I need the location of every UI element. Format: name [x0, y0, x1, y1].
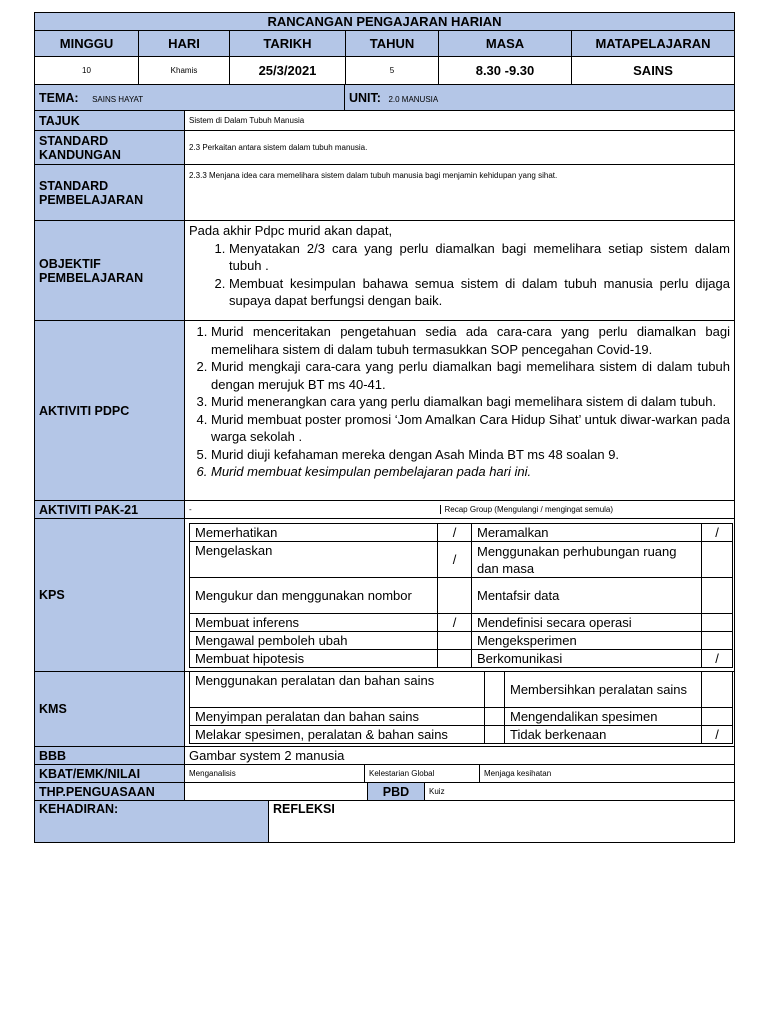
value-hari: Khamis — [139, 57, 230, 85]
kps-checkbox[interactable]: / — [438, 524, 472, 542]
pak21-content — [185, 501, 735, 519]
standard-pembelajaran-label-1: STANDARD — [39, 178, 109, 193]
pak21-label: AKTIVITI PAK-21 — [35, 501, 185, 519]
kps-skill: Menggunakan perhubungan ruang dan masa — [472, 542, 702, 578]
kbat-label: KBAT/EMK/NILAI — [35, 765, 185, 783]
kms-skill: Membersihkan peralatan sains — [505, 672, 702, 708]
kps-skill: Memerhatikan — [190, 524, 438, 542]
value-tahun: 5 — [346, 57, 439, 85]
table-row — [190, 708, 733, 726]
table-row — [190, 578, 733, 614]
kms-checkbox[interactable] — [485, 708, 505, 726]
kps-content — [185, 519, 735, 672]
header-minggu: MINGGU — [35, 31, 139, 57]
table-row — [190, 614, 733, 632]
objektif-label-2: PEMBELAJARAN — [39, 270, 144, 285]
aktiviti-label: AKTIVITI PDPC — [35, 321, 185, 501]
kps-skill: Mentafsir data — [472, 578, 702, 614]
kps-skill: Mendefinisi secara operasi — [472, 614, 702, 632]
objektif-item: 1. Menyatakan 2/3 cara yang perlu diamalkan bagi memelihara setiap sistem dalam tubuh . — [229, 240, 730, 275]
kps-skill: Mengawal pemboleh ubah — [190, 632, 438, 650]
tema-value: SAINS HAYAT — [92, 94, 144, 104]
kps-checkbox[interactable] — [702, 578, 733, 614]
aktiviti-item: 1. Murid menceritakan pengetahuan sedia ada cara-cara yang perlu diamalkan bagi memelihara sistem di dalam tubuh termasukkan SOP pencegahan Covid-19. — [211, 323, 730, 358]
kps-checkbox[interactable] — [702, 614, 733, 632]
table-row — [190, 726, 733, 744]
table-row — [190, 524, 733, 542]
standard-kandungan-label — [35, 131, 185, 165]
kms-content — [185, 672, 735, 747]
kms-skill: Menggunakan peralatan dan bahan sains — [190, 672, 485, 708]
kms-skill: Tidak berkenaan — [505, 726, 702, 744]
kbat-value-3: Menjaga kesihatan — [480, 765, 735, 783]
objektif-label-1: OBJEKTIF — [39, 256, 101, 271]
kps-label: KPS — [35, 519, 185, 672]
kms-checkbox[interactable] — [485, 726, 505, 744]
kps-skill: Mengeksperimen — [472, 632, 702, 650]
kps-skill: Mengukur dan menggunakan nombor — [190, 578, 438, 614]
aktiviti-item: 2. Murid mengkaji cara-cara yang perlu diamalkan bagi memelihara sistem di dalam tubuh dengan merujuk BT ms 40-41. — [211, 358, 730, 393]
value-matapelajaran: SAINS — [572, 57, 735, 85]
body-table — [34, 84, 735, 111]
tajuk-value: Sistem di Dalam Tubuh Manusia — [185, 111, 735, 131]
kps-checkbox[interactable] — [438, 632, 472, 650]
value-masa: 8.30 -9.30 — [439, 57, 572, 85]
standard-pembelajaran-label — [35, 165, 185, 221]
kps-table — [189, 523, 733, 668]
unit-label: UNIT: — [349, 90, 381, 105]
kehadiran-table — [34, 800, 735, 843]
header-matapelajaran: MATAPELAJARAN — [572, 31, 735, 57]
kps-checkbox[interactable]: / — [438, 614, 472, 632]
value-tarikh: 25/3/2021 — [230, 57, 346, 85]
aktiviti-list — [189, 323, 730, 481]
kbat-value-2: Kelestarian Global — [365, 765, 480, 783]
standard-pembelajaran-label-2: PEMBELAJARAN — [39, 192, 144, 207]
thp-label: THP.PENGUASAAN — [35, 783, 185, 801]
kms-checkbox[interactable] — [702, 708, 733, 726]
table-row — [190, 650, 733, 668]
kms-skill: Mengendalikan spesimen — [505, 708, 702, 726]
content-table — [34, 110, 735, 765]
aktiviti-content — [185, 321, 735, 501]
kps-skill: Meramalkan — [472, 524, 702, 542]
standard-pembelajaran-value: 2.3.3 Menjana idea cara memelihara sistem dalam tubuh manusia bagi menjamin kehidupan yang sihat. — [185, 165, 735, 221]
pak21-inner — [185, 505, 734, 514]
pbd-value: Kuiz — [425, 783, 735, 801]
kps-checkbox[interactable]: / — [438, 542, 472, 578]
objektif-list — [189, 240, 730, 310]
kms-label: KMS — [35, 672, 185, 747]
thp-value — [185, 783, 368, 801]
aktiviti-item: 3. Murid menerangkan cara yang perlu diamalkan bagi memelihara sistem di dalam tubuh. — [211, 393, 730, 411]
header-masa: MASA — [439, 31, 572, 57]
kms-table — [189, 671, 733, 744]
header-table — [34, 12, 735, 85]
kps-skill: Mengelaskan — [190, 542, 438, 578]
standard-kandungan-value: 2.3 Perkaitan antara sistem dalam tubuh manusia. — [185, 131, 735, 165]
aktiviti-item: 4. Murid membuat poster promosi ‘Jom Amalkan Cara Hidup Sihat’ untuk diwar-warkan pada warga sekolah . — [211, 411, 730, 446]
kms-skill: Melakar spesimen, peralatan & bahan sains — [190, 726, 485, 744]
pbd-label: PBD — [368, 783, 425, 801]
kps-checkbox[interactable] — [702, 632, 733, 650]
kms-checkbox[interactable]: / — [702, 726, 733, 744]
kps-checkbox[interactable] — [438, 650, 472, 668]
standard-kandungan-label-1: STANDARD — [39, 133, 109, 148]
tema-label: TEMA: — [39, 90, 79, 105]
kps-checkbox[interactable]: / — [702, 524, 733, 542]
bbb-label: BBB — [35, 747, 185, 765]
header-hari: HARI — [139, 31, 230, 57]
footer-table — [34, 764, 735, 783]
table-row — [190, 542, 733, 578]
tajuk-label: TAJUK — [35, 111, 185, 131]
header-tahun: TAHUN — [346, 31, 439, 57]
kps-checkbox[interactable]: / — [702, 650, 733, 668]
value-minggu: 10 — [35, 57, 139, 85]
aktiviti-item: 6. Murid membuat kesimpulan pembelajaran pada hari ini. — [211, 463, 730, 481]
kps-skill: Membuat hipotesis — [190, 650, 438, 668]
page-title: RANCANGAN PENGAJARAN HARIAN — [35, 13, 735, 31]
kehadiran-label: KEHADIRAN: — [35, 801, 269, 843]
table-row — [190, 632, 733, 650]
table-row — [190, 672, 733, 708]
objektif-item: 2. Membuat kesimpulan bahawa semua sistem di dalam tubuh manusia perlu dijaga supaya dapat berfungsi dengan baik. — [229, 275, 730, 310]
tema-cell — [35, 85, 345, 111]
kps-checkbox[interactable] — [438, 578, 472, 614]
kms-skill: Menyimpan peralatan dan bahan sains — [190, 708, 485, 726]
lesson-plan-sheet — [34, 12, 734, 843]
standard-kandungan-label-2: KANDUNGAN — [39, 147, 121, 162]
objektif-content — [185, 221, 735, 321]
kms-checkbox[interactable] — [485, 672, 505, 708]
thp-table — [34, 782, 735, 801]
kps-skill: Membuat inferens — [190, 614, 438, 632]
kps-checkbox[interactable] — [702, 542, 733, 578]
pak21-value: - — [185, 505, 440, 514]
kms-checkbox[interactable] — [702, 672, 733, 708]
kbat-value-1: Menganalisis — [185, 765, 365, 783]
refleksi-label: REFLEKSI — [269, 801, 735, 843]
objektif-label — [35, 221, 185, 321]
header-tarikh: TARIKH — [230, 31, 346, 57]
unit-cell — [345, 85, 735, 111]
kps-skill: Berkomunikasi — [472, 650, 702, 668]
aktiviti-item: 5. Murid diuji kefahaman mereka dengan Asah Minda BT ms 48 soalan 9. — [211, 446, 730, 464]
unit-value: 2.0 MANUSIA — [388, 94, 439, 104]
objektif-intro: Pada akhir Pdpc murid akan dapat, — [189, 223, 393, 238]
bbb-value: Gambar system 2 manusia — [185, 747, 735, 765]
pak21-value2: Recap Group (Mengulangi / mengingat semula) — [444, 505, 614, 514]
